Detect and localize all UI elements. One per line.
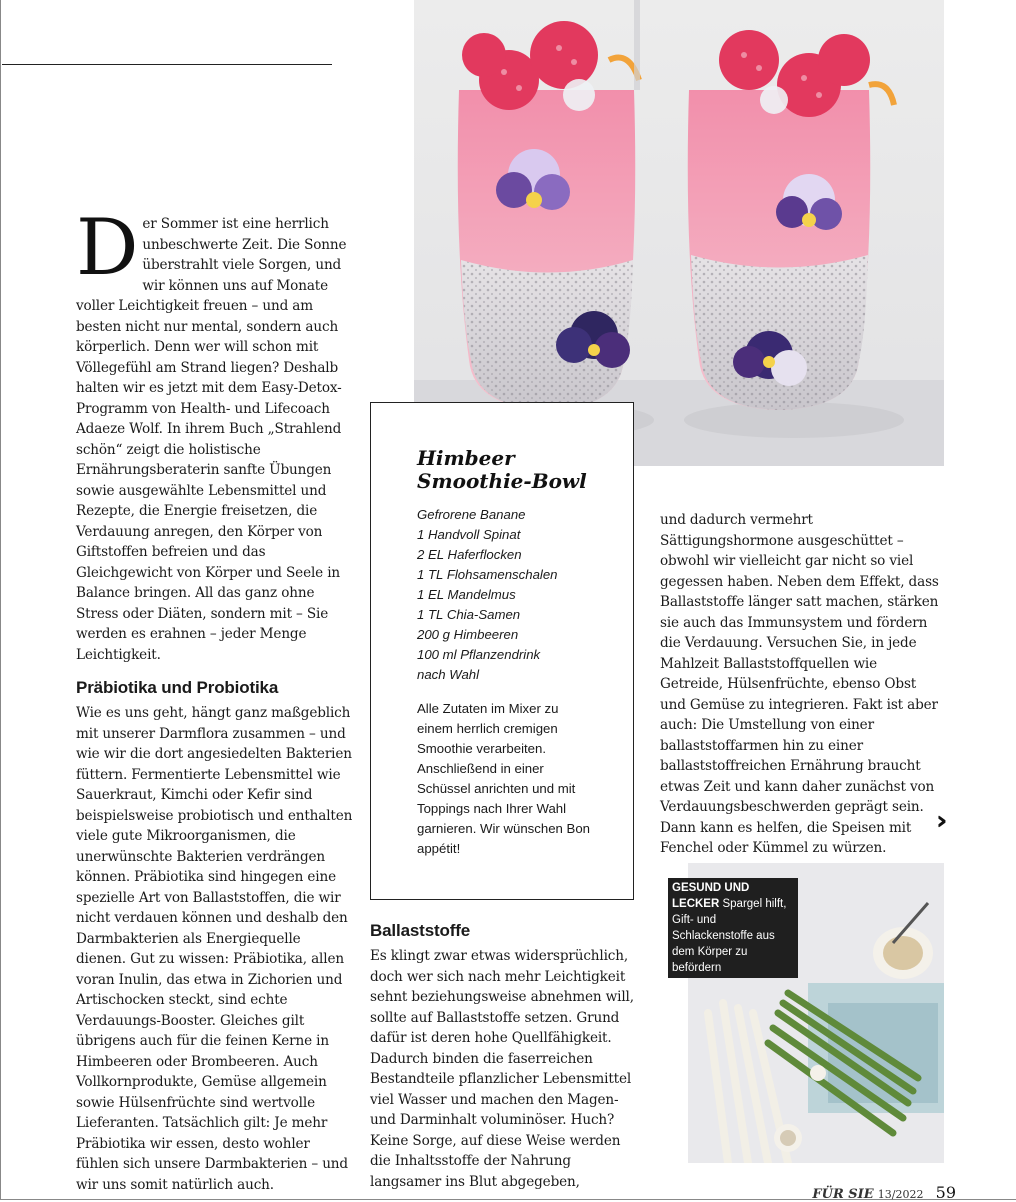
ingredient-item: nach Wahl xyxy=(417,667,480,682)
continue-arrow-icon: ›› xyxy=(936,806,938,836)
magazine-brand: FÜR SIE xyxy=(812,1187,874,1202)
intro-text: er Sommer ist eine herrlich unbeschwerte Zeit. Die Sonne überstrahlt viele Sorgen, und wir können uns auf Monate voller Leichtigkeit freuen – und am besten nicht nur mental, sondern auch körperlich. Denn wer will schon mit Völlegefühl am Strand liegen? Deshalb halten wir es jetzt mit dem Easy-Detox-Programm von Health- und Lifecoach Adaeze Wolf. In ihrem Buch „Strahlend schön“ zeigt die holistische Ernährungsberaterin sanfte Übungen sowie ausgewählte Lebensmittel und Rezepte, die Energie freisetzen, die Verdauung anregen, den Körper von Giftstoffen befreien und das Gleichgewicht von Körper und Seele in Balance bringen. All das ganz ohne Stress oder Diäten, sondern mit – Sie werden es erahnen – jeder Menge Leichtigkeit. xyxy=(76,216,347,663)
ingredient-item: 1 EL Mandelmus xyxy=(417,587,516,602)
section-text-ballaststoffe: Es klingt zwar etwas widersprüchlich, doch wer sich nach mehr Leichtigkeit sehnt beziehungsweise abnehmen will, sollte auf Ballaststoffe setzen. Grund dafür ist deren hohe Quellfähigkeit. Dadurch binden die faserreichen Bestandteile pflanzlicher Lebensmittel viel Wasser und machen den Magen- und Darminhalt voluminöser. Huch? Keine Sorge, auf diese Weise werden die Inhaltsstoffe der Nahrung langsamer ins Blut abgegeben, xyxy=(370,948,634,1190)
section-heading-praebiotika: Präbiotika und Probiotika xyxy=(76,678,279,697)
ingredient-list xyxy=(417,505,633,685)
ingredient-item: 2 EL Haferflocken xyxy=(417,547,522,562)
caption-bold: GESUND UND LECKER xyxy=(672,882,750,910)
recipe-title: Himbeer Smoothie-Bowl xyxy=(417,446,587,493)
caption-text: Spargel hilft, Gift- und Schlackenstoffe aus dem Körper zu befördern xyxy=(672,898,787,974)
section-text-praebiotika: Wie es uns geht, hängt ganz maßgeblich mit unserer Darmflora zusammen – und wie wir die dort angesiedelten Bakterien füttern. Fermentierte Lebensmittel wie Sauerkraut, Kimchi oder Kefir sind beispielsweise probiotisch und enthalten viele gute Mikroorganismen, die unerwünschte Bakterien verdrängen können. Präbiotika sind hingegen eine spezielle Art von Ballaststoffen, die wir nicht verdauen können und deshalb den Darmbakterien als Energiequelle dienen. Gut zu wissen: Präbiotika, allen voran Inulin, das etwa in Zichorien und Artischocken steckt, sind echte Verdauungs-Booster. Gleiches gilt übrigens auch für die feinen Kerne in Himbeeren oder Brombeeren. Auch Vollkornprodukte, Gemüse allgemein sowie Hülsenfrüchte sind wertvolle Lieferanten. Tatsächlich gilt: Je mehr Präbiotika wir essen, desto wohler fühlen sich unsere Darmbakterien – und wir uns somit natürlich auch. xyxy=(76,705,353,1193)
smoothie-photo-illustration xyxy=(414,0,944,466)
column-1 xyxy=(76,196,354,1195)
recipe-method: Alle Zutaten im Mixer zu einem herrlich cremigen Smoothie verarbeiten. Anschließend in einer Schüssel anrichten und mit Toppings nach Ihrer Wahl garnieren. Wir wünschen Bon appétit! xyxy=(417,701,590,856)
smoothie-photo xyxy=(414,0,944,466)
ingredient-item: 1 TL Chia-Samen xyxy=(417,607,521,622)
drop-cap: D xyxy=(76,203,139,293)
header-rule xyxy=(2,64,332,65)
ingredient-item: 200 g Himbeeren xyxy=(417,627,519,642)
column-2 xyxy=(370,920,642,1192)
recipe-box xyxy=(370,402,634,900)
page-edge-left xyxy=(0,0,1,1200)
ingredient-item: 100 ml Pflanzendrink xyxy=(417,647,541,662)
issue-number: 13/2022 xyxy=(877,1188,924,1201)
photo-caption xyxy=(668,878,798,978)
ingredient-item: 1 TL Flohsamenschalen xyxy=(417,567,558,582)
section-heading-ballaststoffe: Ballaststoffe xyxy=(370,921,471,940)
intro-paragraph xyxy=(76,196,354,665)
page-footer xyxy=(812,1183,956,1202)
section-text-continuation: und dadurch vermehrt Sättigungshormone ausgeschüttet – obwohl wir vielleicht gar nicht so viel gegessen haben. Neben dem Effekt, dass Ballaststoffe länger satt machen, stärken sie auch das Immunsystem und fördern die Verdauung. Versuchen Sie, in jede Mahlzeit Ballaststoffquellen wie Getreide, Hülsenfrüchte, ebenso Obst und Gemüse zu integrieren. Fakt ist aber auch: Die Umstellung von einer ballaststoffarmen hin zu einer ballaststoffreichen Ernährung braucht etwas Zeit und kann daher zunächst von Verdauungsbeschwerden geprägt sein. Dann kann es helfen, die Speisen mit Fenchel oder Kümmel zu würzen. xyxy=(660,512,939,856)
ingredient-item: 1 Handvoll Spinat xyxy=(417,527,521,542)
page-number: 59 xyxy=(935,1183,956,1202)
ingredient-item: Gefrorene Banane xyxy=(417,507,526,522)
column-3 xyxy=(660,510,942,859)
